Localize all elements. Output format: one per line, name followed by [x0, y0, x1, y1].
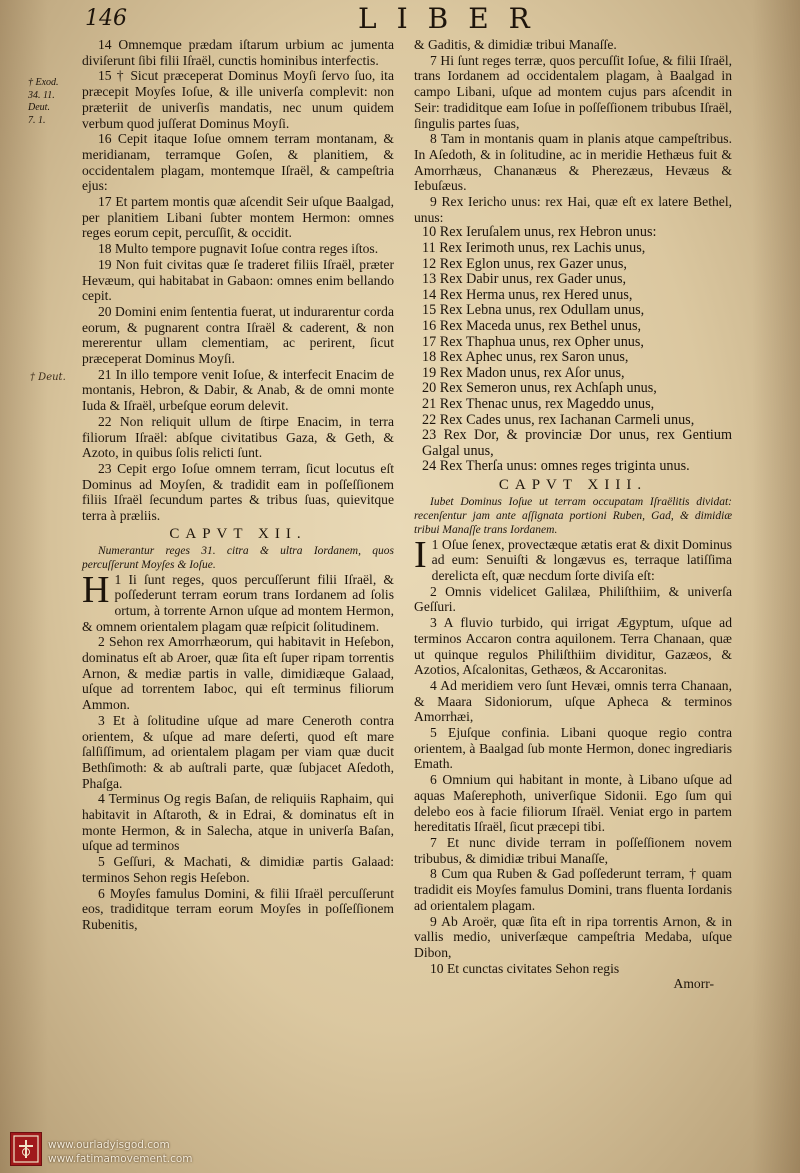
list-item: 24 Rex Therſa unus: omnes reges triginta unus. [422, 458, 690, 475]
verse: 4 Terminus Og regis Baſan, de reliquiis Raphaim, qui habitavit in Aſtaroth, & in Edrai, & dominatus eſt in monte Hermon, & in Salecha, atque in univerſa Baſan, uſque ad terminos [82, 791, 394, 854]
margin-notes [28, 77, 78, 127]
list-item: 12 Rex Eglon unus, rex Gazer unus, [422, 255, 627, 272]
verse: 8 Tam in montanis quam in planis atque campeſtribus. In Aſedoth, & in ſolitudine, ac in meridie Hethæus fuit & Amorrhæus, Chananæus & Pherezæus, Hevæus & Iebuſæus. [414, 131, 732, 194]
chapter-summary: Numerantur reges 31. citra & ultra Iordanem, quos percuſſerunt Moyſes & Ioſue. [82, 544, 394, 571]
verse: 9 Rex Iericho unus: rex Hai, quæ eſt ex latere Bethel, unus: [414, 194, 732, 225]
footer-link[interactable]: www.ourladyisgod.com [48, 1139, 170, 1151]
verse: 23 Cepit ergo Ioſue omnem terram, ſicut locutus eſt Dominus ad Moyſen, & tradidit eam in poſſeſſionem filiis Iſraël ſecundum partes & tribus ſuas, quievitque terra à præliis. [82, 460, 394, 524]
verse: 3 A fluvio turbido, qui irrigat Ægyptum, uſque ad terminos Accaron contra aquilonem. Terra Chanaan, quæ ut quinque regulos Philiſthiim dividitur, Gazæos, & Azotios, Aſcalonitas, Gethæos, & Accaronitas. [414, 615, 732, 678]
chapter-summary: Iubet Dominus Ioſue ut terram occupatam Iſraëlitis dividat: recenſentur jam ante aſſignata portioni Ruben, Gad, & dimidiæ tribui Manaſſe trans Iordanem. [414, 495, 732, 536]
verse: 10 Et cunctas civitates Sehon regis [430, 960, 620, 976]
list-item: 21 Rex Thenac unus, rex Mageddo unus, [422, 395, 655, 412]
verse: 18 Multo tempore pugnavit Ioſue contra reges iſtos. [98, 241, 379, 257]
verse: 14 Omnemque prædam iſtarum urbium ac jumenta diviſerunt ſibi filii Iſraël, cunctis hominibus interfectis. [82, 37, 394, 68]
list-item: 23 Rex Dor, & provinciæ Dor unus, rex Gentium Galgal unus, [422, 427, 732, 459]
list-item: 15 Rex Lebna unus, rex Odullam unus, [422, 302, 645, 319]
margin-note: Deut. [28, 102, 50, 113]
verse: 2 Sehon rex Amorrhæorum, qui habitavit in Heſebon, dominatus eſt ab Aroer, quæ ſita eſt ſuper ripam torrentis Arnon, & mediæ partis in valle, dimidiæque Galaad, uſque ad torrentem Iaboc, qui eſt terminus filiorum Ammon. [82, 634, 394, 713]
chapter-first-verse [414, 533, 732, 584]
list-item: 13 Rex Dabir unus, rex Gader unus, [422, 271, 627, 288]
verse: 5 Geſſuri, & Machati, & dimidiæ partis Galaad: terminos Sehon regis Heſebon. [82, 854, 394, 885]
verse: 2 Omnis videlicet Galilæa, Philiſthiim, & univerſa Geſſuri. [414, 583, 732, 615]
verse: 16 Cepit itaque Ioſue omnem terram montanam, & meridianam, terramque Goſen, & planitiem, & occidentalem plagam, montemque Iſraël, & campeſtria ejus: [82, 131, 394, 194]
list-item: 14 Rex Herma unus, rex Hered unus, [422, 286, 633, 303]
margin-note: 7. 1. [28, 114, 46, 126]
chapter-first-verse [82, 568, 394, 635]
verse: & Gaditis, & dimidiæ tribui Manaſſe. [414, 37, 617, 52]
page-header [0, 2, 800, 36]
verse: 7 Hi ſunt reges terræ, quos percuſſit Ioſue, & filii Iſraël, trans Iordanem ad occidentalem plagam, à Baalgad in campo Libani, uſque ad montem cujus pars aſcendit in Seir: tradiditque eam Ioſue in poſſeſſionem tribubus Iſraël, ſingulis partes ſuas, [414, 52, 732, 131]
right-column [414, 37, 732, 992]
list-item: 19 Rex Madon unus, rex Aſor unus, [422, 364, 625, 381]
list-item: 22 Rex Cades unus, rex Iachanan Carmeli unus, [422, 411, 695, 428]
list-item: 20 Rex Semeron unus, rex Achſaph unus, [422, 380, 657, 397]
footer-links [48, 1138, 193, 1166]
verse-text: 1 Oſue ſenex, provectæque ætatis erat & dixit Dominus ad eum: Senuiſti & longævus es, terraque latiſſima derelicta eſt, quæ necdum ſorte diviſa eſt: [431, 536, 732, 584]
verse: 7 Et nunc divide terram in poſſeſſionem novem tribubus, & dimidiæ tribui Manaſſe, [414, 835, 732, 866]
drop-cap: I [414, 533, 427, 576]
list-item: 18 Rex Aphec unus, rex Saron unus, [422, 349, 629, 366]
verse: 4 Ad meridiem vero ſunt Hevæi, omnis terra Chanaan, & Maara Sidoniorum, uſque Apheca & terminos Amorrhæi, [414, 677, 732, 725]
verse: 5 Ejuſque confinia. Libani quoque regio contra orientem, à Baalgad ſub monte Hermon, donec ingrediaris Emath. [414, 725, 732, 772]
verse: 19 Non fuit civitas quæ ſe traderet filiis Iſraël, præter Hevæum, qui habitabat in Gabaon: omnes enim bellando cepit. [82, 256, 394, 304]
verse: 3 Et à ſolitudine uſque ad mare Ceneroth contra orientem, & uſque ad mare deſerti, quod eſt mare ſalſiſſimum, ad orientalem plagam per viam quæ ducit Bethſimoth: & ab auſtrali parte, quæ ſubjacet Aſedoth, Phaſga. [82, 712, 394, 791]
verse: 17 Et partem montis quæ aſcendit Seir uſque Baalgad, per planitiem Libani ſubter montem Hermon: omnes reges eorum cepit, percuſſit, & occidit. [82, 194, 394, 241]
running-title: LIBER [358, 2, 550, 35]
verse: 21 In illo tempore venit Ioſue, & interfecit Enacim de montanis, Hebron, & Dabir, & Anab, & de omni monte Iuda & Iſraël, urbeſque eorum delevit. [82, 366, 394, 414]
verse: 8 Cum qua Ruben & Gad poſſederunt terram, † quam tradidit eis Moyſes famulus Domini, trans fluenta Iordanis ad orientalem plagam. [414, 866, 732, 913]
page-number: 146 [85, 6, 127, 31]
verse: 6 Omnium qui habitant in monte, à Libano uſque ad aquas Maſerephoth, univerſique Sidonii. Ego ſum qui delebo eos à facie filiorum Iſraël. Veniat ergo in partem hereditatis Iſraël, ſicut præcepi tibi. [414, 772, 732, 835]
verse-text: 1 Ii ſunt reges, quos percuſſerunt filii Iſraël, & poſſederunt terram eorum trans Iordanem ad ſolis ortum, à torrente Arnon uſque ad montem Hermon, & omnem orientalem plagam quæ reſpicit ſolitudinem. [82, 571, 394, 634]
drop-cap: H [82, 568, 110, 611]
verse: 9 Ab Aroër, quæ ſita eſt in ripa torrentis Arnon, & in vallis medio, univerſæque campeſtria Medaba, uſque Dibon, [414, 913, 732, 960]
margin-note: 34. 11. [28, 89, 55, 101]
list-item: 11 Rex Ierimoth unus, rex Lachis unus, [422, 240, 646, 257]
left-column [82, 37, 394, 933]
list-item: 16 Rex Maceda unus, rex Bethel unus, [422, 318, 642, 334]
footer-link[interactable]: www.fatimamovement.com [48, 1153, 193, 1165]
verse: 20 Domini enim ſententia fuerat, ut indurarentur corda eorum, & pugnarent contra Iſraël & caderent, & non mererentur ullam clementiam, ac perirent, ſicut præceperat Dominus Moyſi. [82, 303, 394, 367]
verse: 6 Moyſes famulus Domini, & filii Iſraël percuſſerunt eos, tradiditque terram eorum Moyſes in poſſeſſionem Rubenitis, [82, 885, 394, 932]
margin-note: † Exod. [28, 77, 59, 88]
chapter-title: CAPVT XII. [169, 525, 307, 542]
verse: 15 † Sicut præceperat Dominus Moyſi ſervo ſuo, ita præcepit Moyſes Ioſue, & ille univerſa complevit: non præteriit de univerſis mandatis, nec unum quidem verbum quod juſſerat Dominus Moyſi. [82, 68, 394, 131]
margin-note-handwritten: † Deut. [30, 372, 66, 383]
list-item: 17 Rex Thaphua unus, rex Opher unus, [422, 333, 644, 350]
ourladyisgod-logo-icon [10, 1132, 42, 1166]
kings-list [414, 225, 732, 475]
catchword: Amorr- [673, 976, 714, 992]
verse: 22 Non reliquit ullum de ſtirpe Enacim, in terra filiorum Iſraël: abſque civitatibus Gaza, & Geth, & Azoto, in quibus ſolis relicti ſunt. [82, 413, 394, 461]
list-item: 10 Rex Ieruſalem unus, rex Hebron unus: [422, 224, 657, 241]
chapter-title: CAPVT XIII. [498, 476, 648, 493]
